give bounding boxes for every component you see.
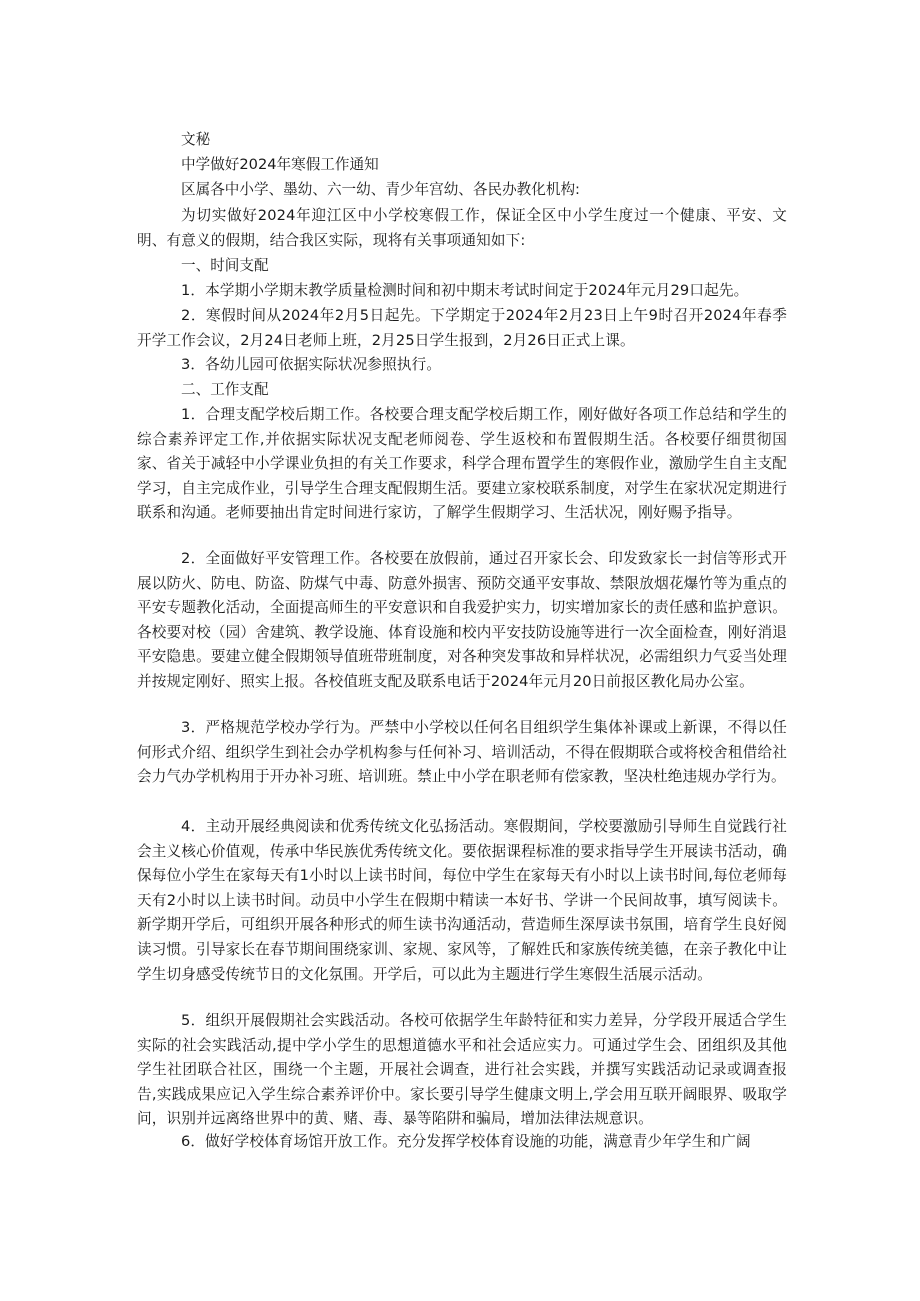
section1-item-2: 2．寒假时间从2024年2月5日起先。下学期定于2024年2月23日上午9时召开2024年春季开学工作会议，2月24日老师上班，2月25日学生报到，2月26日正式上课。 <box>137 307 787 349</box>
section2-item-3: 3．严格规范学校办学行为。严禁中小学校以任何名目组织学生集体补课或上新课，不得以任何形式介绍、组织学生到社会办学机构参与任何补习、培训活动，不得在假期联合或将校舍租借给社会力气办学机构用于开办补习班、培训班。禁止中小学在职老师有偿家教，坚决杜绝违规办学行为。 <box>137 719 787 786</box>
section2-item-6: 6．做好学校体育场馆开放工作。充分发挥学校体育设施的功能，满意青少年学生和广阔 <box>181 1133 751 1150</box>
doc-label: 文秘 <box>181 131 211 148</box>
section1-heading: 一、时间支配 <box>181 257 269 274</box>
doc-title: 中学做好2024年寒假工作通知 <box>181 156 379 173</box>
section1-item-3: 3．各幼儿园可依据实际状况参照执行。 <box>181 356 442 373</box>
section2-item-2: 2．全面做好平安管理工作。各校要在放假前，通过召开家长会、印发致家长一封信等形式开展以防火、防电、防盗、防煤气中毒、防意外损害、预防交通平安事故、禁限放烟花爆竹等为重点的平安专题教化活动，全面提高师生的平安意识和自我爱护实力，切实增加家长的责任感和监护意识。各校要对校（园）舍建筑、教学设施、体育设施和校内平安技防设施等进行一次全面检查，刚好消退平安隐患。要建立健全假期领导值班带班制度，对各种突发事故和异样状况，必需组织力气妥当处理并按规定刚好、照实上报。各校值班支配及联系电话于2024年元月20日前报区教化局办公室。 <box>137 550 787 690</box>
section2-heading: 二、工作支配 <box>181 381 269 398</box>
intro-paragraph: 为切实做好2024年迎江区中小学校寒假工作，保证全区中小学生度过一个健康、平安、文明、有意义的假期，结合我区实际，现将有关事项通知如下: <box>137 207 787 249</box>
section2-item-5: 5．组织开展假期社会实践活动。各校可依据学生年龄特征和实力差异，分学段开展适合学生实际的社会实践活动,提中学小学生的思想道德水平和社会适应实力。可通过学生会、团组织及其他学生社团联合社区，围绕一个主题，开展社会调查，进行社会实践，并撰写实践活动记录或调查报告,实践成果应记入学生综合素养评价中。家长要引导学生健康文明上,学会用互联开阔眼界、吸取学问，识别并远离络世界中的黄、赌、毒、暴等陷阱和骗局，增加法律法规意识。 <box>137 1012 787 1128</box>
section1-item-1: 1．本学期小学期末教学质量检测时间和初中期末考试时间定于2024年元月29口起先。 <box>181 282 749 299</box>
section2-item-4: 4．主动开展经典阅读和优秀传统文化弘扬活动。寒假期间，学校要激励引导师生自觉践行社会主义核心价值观，传承中华民族优秀传统文化。要依据课程标准的要求指导学生开展读书活动，确保每位小学生在家每天有1小时以上读书时间，每位中学生在家每天有小时以上读书时间,每位老师每天有2小时以上读书时间。动员中小学生在假期中精读一本好书、学讲一个民间故事，填写阅读卡。新学期开学后，可组织开展各种形式的师生读书沟通活动，营造师生深厚读书氛围，培育学生良好阅读习惯。引导家长在春节期间围绕家训、家规、家风等，了解姓氏和家族传统美德，在亲子教化中让学生切身感受传统节日的文化氛围。开学后，可以此为主题进行学生寒假生活展示活动。 <box>137 818 787 983</box>
section2-item-1: 1．合理支配学校后期工作。各校要合理支配学校后期工作，刚好做好各项工作总结和学生的综合素养评定工作,并依据实际状况支配老师阅卷、学生返校和布置假期生活。各校要仔细贯彻国家、省关于减轻中小学课业负担的有关工作要求，科学合理布置学生的寒假作业，激励学生自主支配学习，自主完成作业，引导学生合理支配假期生活。要建立家校联系制度，对学生在家状况定期进行联系和沟通。老师要抽出肯定时间进行家访，了解学生假期学习、生活状况，刚好赐予指导。 <box>137 406 787 522</box>
doc-recipients: 区属各中小学、墨幼、六一幼、青少年宫幼、各民办教化机构: <box>181 181 580 198</box>
